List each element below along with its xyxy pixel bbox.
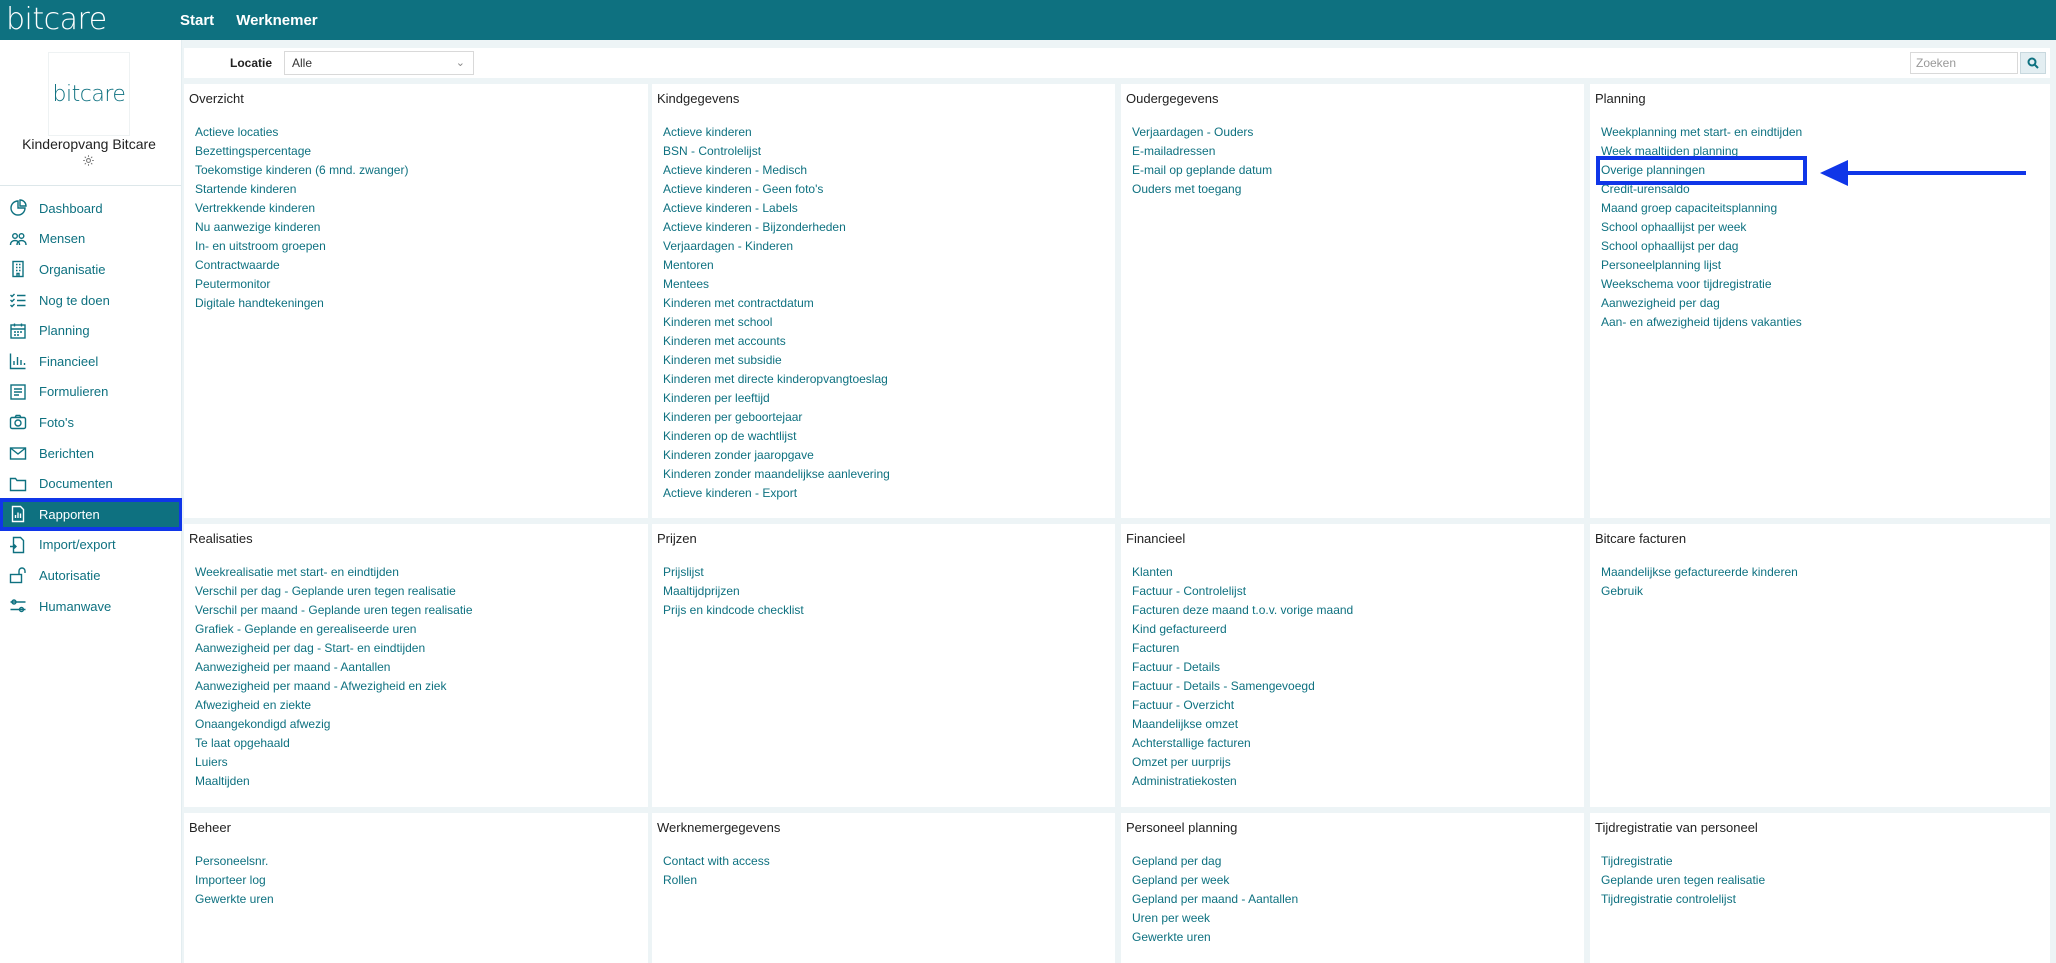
report-link[interactable]: Actieve locaties (195, 125, 279, 139)
report-link[interactable]: Tijdregistratie (1601, 854, 1673, 868)
panel-title: Overzicht (189, 91, 244, 106)
report-link[interactable]: Grafiek - Geplande en gerealiseerde uren (195, 622, 417, 636)
panel-beheer (184, 813, 648, 963)
panel-title: Personeel planning (1126, 820, 1238, 835)
sidebar-item-label: Organisatie (39, 261, 106, 277)
arrow-left-icon (1820, 158, 2030, 188)
report-link[interactable]: Prijs en kindcode checklist (663, 603, 804, 617)
form-icon (8, 383, 28, 401)
sidebar-item-documenten[interactable] (0, 468, 182, 499)
report-link[interactable]: Gepland per week (1132, 873, 1230, 887)
sidebar (0, 40, 182, 963)
panel-oudergegevens (1121, 84, 1584, 518)
search-button[interactable] (2020, 52, 2046, 74)
report-link-list (1132, 563, 1353, 791)
report-link[interactable]: Rollen (663, 873, 698, 887)
report-link[interactable]: Kinderen met school (663, 315, 773, 329)
sidebar-item-autorisatie[interactable] (0, 560, 182, 591)
sidebar-item-label: Planning (39, 323, 90, 339)
panel-title: Oudergegevens (1126, 91, 1219, 106)
sidebar-item-label: Nog te doen (39, 292, 110, 308)
report-link[interactable]: Gepland per maand - Aantallen (1132, 892, 1299, 906)
report-link-list (195, 852, 274, 909)
report-link[interactable]: Aan- en afwezigheid tijdens vakanties (1601, 315, 1802, 329)
panel-realisaties (184, 524, 648, 807)
report-link[interactable]: School ophaallijst per dag (1601, 239, 1739, 253)
report-link-list (1601, 563, 1798, 601)
sidebar-item-label: Mensen (39, 231, 86, 247)
report-link[interactable]: Weekplanning met start- en eindtijden (1601, 125, 1803, 139)
top-nav (180, 12, 318, 29)
panel-title: Prijzen (657, 531, 697, 546)
report-link[interactable]: Actieve kinderen - Bijzonderheden (663, 220, 846, 234)
panel-personeel-planning (1121, 813, 1584, 963)
report-link[interactable]: In- en uitstroom groepen (195, 239, 326, 253)
report-link[interactable]: Nu aanwezige kinderen (195, 220, 321, 234)
report-link[interactable]: Kinderen met directe kinderopvangtoeslag (663, 372, 888, 386)
report-link-list (1132, 852, 1298, 947)
report-link[interactable]: Gewerkte uren (195, 892, 274, 906)
mail-icon (8, 444, 28, 462)
sidebar-item-label: Formulieren (39, 384, 109, 400)
report-link[interactable]: Factuur - Overzicht (1132, 698, 1235, 712)
gear-icon[interactable] (80, 153, 96, 169)
report-link[interactable]: Startende kinderen (195, 182, 297, 196)
report-link[interactable]: Verjaardagen - Ouders (1132, 125, 1254, 139)
report-link[interactable]: Maandelijkse gefactureerde kinderen (1601, 565, 1798, 579)
panel-title: Werknemergegevens (657, 820, 781, 835)
report-link[interactable]: Actieve kinderen (663, 125, 752, 139)
report-link[interactable]: Verjaardagen - Kinderen (663, 239, 794, 253)
report-link[interactable]: Personeelplanning lijst (1601, 258, 1722, 272)
report-link[interactable]: Maand groep capaciteitsplanning (1601, 201, 1778, 215)
location-label: Locatie (230, 56, 273, 70)
report-link-list (1601, 852, 1765, 909)
report-link[interactable]: Mentoren (663, 258, 714, 272)
sidebar-item-nog-te-doen[interactable] (0, 285, 182, 316)
report-link[interactable]: Mentees (663, 277, 710, 291)
report-link[interactable]: Ouders met toegang (1132, 182, 1242, 196)
report-link[interactable]: Aanwezigheid per maand - Afwezigheid en ziek (195, 679, 447, 693)
report-link[interactable]: Facturen deze maand t.o.v. vorige maand (1132, 603, 1354, 617)
nav-werknemer[interactable]: Werknemer (236, 11, 318, 29)
report-link[interactable]: Uren per week (1132, 911, 1211, 925)
panel-financieel (1121, 524, 1584, 807)
report-link-list (663, 563, 804, 620)
sidebar-nav (0, 193, 182, 621)
sidebar-item-financieel[interactable] (0, 346, 182, 377)
report-link[interactable]: E-mailadressen (1132, 144, 1216, 158)
sidebar-item-humanwave[interactable] (0, 591, 182, 622)
sliders-icon (8, 597, 28, 615)
sidebar-item-planning[interactable] (0, 315, 182, 346)
report-link[interactable]: Actieve kinderen - Export (663, 486, 798, 500)
panel-kindgegevens (652, 84, 1115, 518)
report-link[interactable]: Actieve kinderen - Labels (663, 201, 798, 215)
report-link[interactable]: Aanwezigheid per dag (1601, 296, 1720, 310)
report-link[interactable]: Bezettingspercentage (195, 144, 312, 158)
building-icon (8, 260, 28, 278)
top-bar (0, 0, 2056, 40)
org-logo: bitcare (48, 52, 130, 136)
report-link[interactable]: Administratiekosten (1132, 774, 1237, 788)
report-link[interactable]: Maandelijkse omzet (1132, 717, 1239, 731)
report-link[interactable]: Kinderen zonder jaaropgave (663, 448, 814, 462)
report-link[interactable]: Kinderen met subsidie (663, 353, 782, 367)
checklist-icon (8, 291, 28, 309)
report-link[interactable]: Peutermonitor (195, 277, 271, 291)
panel-tijdregistratie-van-personeel (1590, 813, 2050, 963)
sidebar-item-import-export[interactable] (0, 530, 182, 561)
report-link[interactable]: Gebruik (1601, 584, 1644, 598)
report-link[interactable]: Te laat opgehaald (195, 736, 290, 750)
sidebar-item-label: Foto's (39, 414, 74, 430)
report-link[interactable]: Factuur - Details - Samengevoegd (1132, 679, 1315, 693)
panel-planning (1590, 84, 2050, 518)
sidebar-item-mensen[interactable] (0, 224, 182, 255)
report-link[interactable]: Contact with access (663, 854, 770, 868)
sidebar-item-formulieren[interactable] (0, 377, 182, 408)
org-name: Kinderopvang Bitcare (22, 136, 156, 152)
report-link[interactable]: Importeer log (195, 873, 266, 887)
panel-title: Planning (1595, 91, 1646, 106)
app-logo[interactable]: bitcare (6, 2, 107, 37)
report-link-list (195, 563, 473, 791)
report-link[interactable]: Verschil per maand - Geplande uren tegen realisatie (195, 603, 473, 617)
report-link[interactable]: Prijslijst (663, 565, 704, 579)
report-link[interactable]: Afwezigheid en ziekte (195, 698, 312, 712)
report-link[interactable]: Achterstallige facturen (1132, 736, 1251, 750)
report-link[interactable]: Maaltijden (195, 774, 250, 788)
report-link-list (1132, 123, 1272, 199)
dashboard-icon (8, 199, 28, 217)
sidebar-item-dashboard[interactable] (0, 193, 182, 224)
report-link[interactable]: Facturen (1132, 641, 1180, 655)
search-input[interactable]: Zoeken (1910, 52, 2018, 74)
report-link[interactable]: Weekrealisatie met start- en eindtijden (195, 565, 399, 579)
report-link[interactable]: Gewerkte uren (1132, 930, 1211, 944)
sidebar-item-label: Financieel (39, 353, 99, 369)
bar-chart-icon (8, 352, 28, 370)
panel-title: Realisaties (189, 531, 253, 546)
report-link[interactable]: Gepland per dag (1132, 854, 1222, 868)
chevron-down-icon: ⌄ (455, 57, 465, 69)
report-link[interactable]: Weekschema voor tijdregistratie (1601, 277, 1772, 291)
location-select[interactable] (284, 51, 474, 75)
report-link[interactable]: Toekomstige kinderen (6 mnd. zwanger) (195, 163, 409, 177)
calendar-icon (8, 322, 28, 340)
report-link[interactable]: Personeelsnr. (195, 854, 269, 868)
report-link[interactable]: Kind gefactureerd (1132, 622, 1227, 636)
report-link[interactable]: Overige planningen (1601, 161, 1802, 180)
report-link[interactable]: E-mail op geplande datum (1132, 163, 1273, 177)
report-link[interactable]: Factuur - Controlelijst (1132, 584, 1247, 598)
panel-title: Tijdregistratie van personeel (1595, 820, 1758, 835)
lock-icon (8, 566, 28, 584)
report-link[interactable]: Aanwezigheid per maand - Aantallen (195, 660, 391, 674)
people-icon (8, 230, 28, 248)
camera-icon (8, 413, 28, 431)
report-link[interactable]: Luiers (195, 755, 228, 769)
location-value: Alle (292, 56, 313, 70)
folder-icon (8, 475, 28, 493)
sidebar-item-organisatie[interactable] (0, 254, 182, 285)
panel-werknemergegevens (652, 813, 1115, 963)
import-export-icon (8, 536, 28, 554)
report-link[interactable]: Tijdregistratie controlelijst (1601, 892, 1736, 906)
report-link[interactable]: Geplande uren tegen realisatie (1601, 873, 1766, 887)
report-link[interactable]: Klanten (1132, 565, 1173, 579)
panel-overzicht (184, 84, 648, 518)
panel-prijzen (652, 524, 1115, 807)
sidebar-item-label: Autorisatie (39, 567, 101, 583)
report-link[interactable]: Vertrekkende kinderen (195, 201, 316, 215)
panel-title: Kindgegevens (657, 91, 740, 106)
sidebar-item-label: Documenten (39, 476, 113, 492)
report-link[interactable]: Contractwaarde (195, 258, 280, 272)
report-link[interactable]: Actieve kinderen - Geen foto's (663, 182, 824, 196)
filter-bar (184, 48, 2050, 78)
report-link-list (663, 123, 890, 503)
report-link[interactable]: Kinderen zonder maandelijkse aanlevering (663, 467, 890, 481)
report-link[interactable]: Week maaltijden planning (1601, 144, 1739, 158)
sidebar-item-label: Dashboard (39, 200, 103, 216)
report-link[interactable]: Kinderen met accounts (663, 334, 786, 348)
sidebar-item-label: Humanwave (39, 598, 112, 614)
report-link[interactable]: Maaltijdprijzen (663, 584, 740, 598)
sidebar-item-label: Berichten (39, 445, 94, 461)
sidebar-item-foto-s[interactable] (0, 407, 182, 438)
panel-title: Financieel (1126, 531, 1186, 546)
report-link[interactable]: Actieve kinderen - Medisch (663, 163, 808, 177)
panel-title: Bitcare facturen (1595, 531, 1687, 546)
report-link[interactable]: Omzet per uurprijs (1132, 755, 1231, 769)
panel-bitcare-facturen (1590, 524, 2050, 807)
sidebar-item-label: Rapporten (39, 506, 100, 522)
main-content (182, 40, 2056, 963)
nav-start[interactable]: Start (180, 11, 215, 29)
report-link[interactable]: Kinderen op de wachtlijst (663, 429, 797, 443)
report-link-list (663, 852, 770, 890)
report-icon (8, 505, 28, 523)
report-link[interactable]: Aanwezigheid per dag - Start- en eindtijden (195, 641, 426, 655)
report-link[interactable]: Kinderen per geboortejaar (663, 410, 803, 424)
report-link[interactable]: School ophaallijst per week (1601, 220, 1747, 234)
report-link[interactable]: BSN - Controlelijst (663, 144, 762, 158)
report-link[interactable]: Credit-urensaldo (1601, 182, 1690, 196)
sidebar-item-label: Import/export (39, 537, 116, 553)
report-link[interactable]: Kinderen met contractdatum (663, 296, 814, 310)
report-link[interactable]: Kinderen per leeftijd (663, 391, 770, 405)
report-link[interactable]: Digitale handtekeningen (195, 296, 324, 310)
report-link[interactable]: Onaangekondigd afwezig (195, 717, 331, 731)
search-icon (2027, 57, 2039, 69)
sidebar-item-berichten[interactable] (0, 438, 182, 469)
sidebar-divider (0, 185, 181, 186)
report-link-list (195, 123, 408, 313)
report-link-list (1601, 123, 1802, 332)
sidebar-item-rapporten[interactable] (0, 499, 182, 530)
report-link[interactable]: Factuur - Details (1132, 660, 1221, 674)
report-link[interactable]: Verschil per dag - Geplande uren tegen realisatie (195, 584, 456, 598)
panel-title: Beheer (189, 820, 231, 835)
